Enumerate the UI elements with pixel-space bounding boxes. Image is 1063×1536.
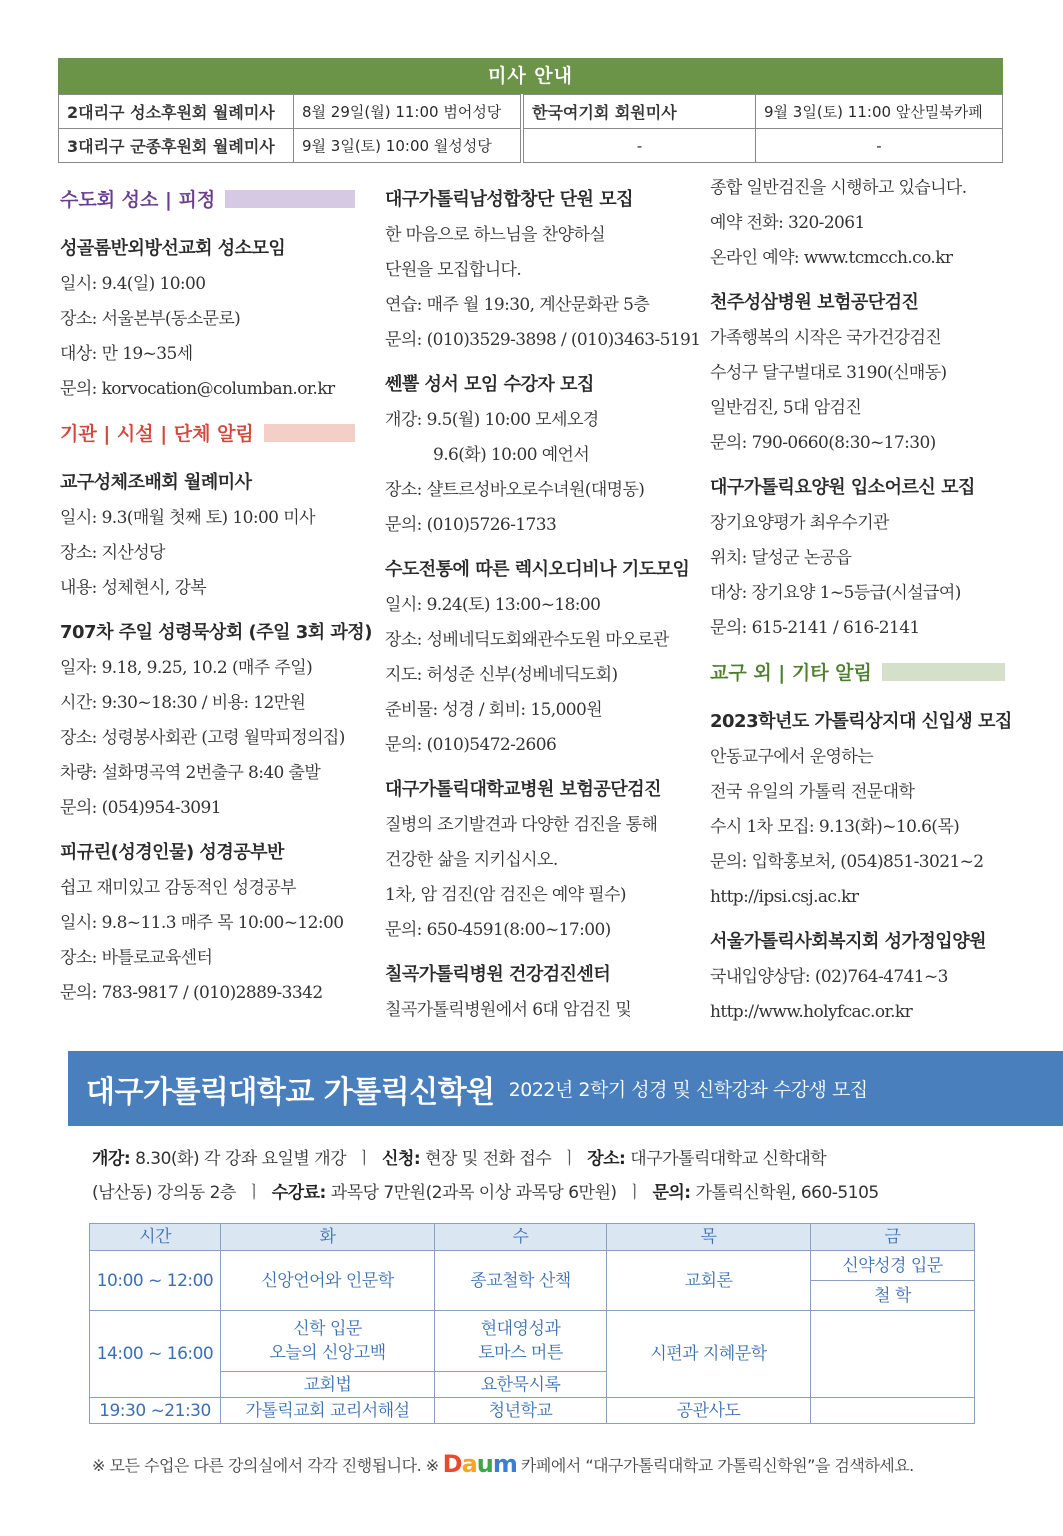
- event-line: 일시: 9.3(매월 첫째 토) 10:00 미사: [60, 508, 315, 528]
- course-cell: 청년학교: [435, 1398, 607, 1424]
- event-line: 일반검진, 5대 암검진: [710, 398, 862, 418]
- table-header-row: [90, 1224, 975, 1251]
- event-line: 문의: 783-9817 / (010)2889-3342: [60, 983, 323, 1003]
- column-1: [60, 185, 372, 1011]
- note-text: 카페에서 “대구가톨릭대학교 가톨릭신학원”을 검색하세요.: [520, 1455, 914, 1475]
- event-line: 장소: 지산성당: [60, 543, 165, 563]
- info-label: 장소:: [587, 1149, 626, 1169]
- event-line: 문의: (010)5726-1733: [385, 515, 557, 535]
- event-line: http://www.holyfcac.or.kr: [710, 1002, 913, 1022]
- info-label: 수강료:: [271, 1183, 326, 1203]
- event-line: 문의: 입학홍보처, (054)851-3021~2: [710, 852, 984, 872]
- event-line: 9.6(화) 10:00 예언서: [433, 445, 590, 465]
- course-cell: 종교철학 산책: [435, 1251, 607, 1311]
- event-line: 위치: 달성군 논공읍: [710, 548, 852, 568]
- event-line: 장소: 성령봉사회관 (고령 월막피정의집): [60, 728, 345, 748]
- mass-name: -: [522, 129, 756, 163]
- info-value: 대구가톨릭대학교 신학대학: [630, 1149, 827, 1169]
- table-row: [90, 1398, 975, 1424]
- info-value: 현장 및 전화 접수: [425, 1149, 552, 1169]
- info-value: 과목당 7만원(2과목 이상 과목당 6만원): [330, 1183, 617, 1203]
- event-line: 온라인 예약: www.tcmcch.co.kr: [710, 248, 953, 268]
- info-value: 가톨릭신학원, 660-5105: [695, 1183, 879, 1203]
- event-line: 질병의 조기발견과 다양한 검진을 통해: [385, 815, 658, 835]
- column-header: 시간: [90, 1224, 221, 1251]
- event-line: 내용: 성체현시, 강복: [60, 578, 207, 598]
- info-label: 문의:: [652, 1183, 691, 1203]
- event-line: 가족행복의 시작은 국가건강검진: [710, 328, 942, 348]
- theology-banner: [68, 1051, 1063, 1126]
- course-cell: 신약성경 입문: [811, 1251, 975, 1281]
- event-line: 단원을 모집합니다.: [385, 260, 522, 280]
- table-row: [59, 95, 1003, 129]
- event-line: 장소: 서울본부(동소문로): [60, 309, 241, 329]
- time-cell: 19:30 ~21:30: [90, 1398, 221, 1424]
- event-title: 쎈뽈 성서 모임 수강자 모집: [385, 374, 594, 395]
- event-line: 국내입양상담: (02)764-4741~3: [710, 967, 948, 987]
- event-line: 쉽고 재미있고 감동적인 성경공부: [60, 878, 296, 898]
- event-line: 일시: 9.24(토) 13:00~18:00: [385, 595, 601, 615]
- time-cell: 14:00 ~ 16:00: [90, 1311, 221, 1398]
- event-title: 대구가톨릭대학교병원 보험공단검진: [385, 779, 661, 800]
- event-line: 문의: 790-0660(8:30~17:30): [710, 433, 936, 453]
- section-bar: [882, 663, 1005, 681]
- event-line: 문의: (010)3529-3898 / (010)3463-5191: [385, 330, 701, 350]
- section-heading-text: 교구 외 | 기타 알림: [710, 662, 872, 684]
- mass-info: 8월 29일(월) 11:00 범어성당: [294, 95, 523, 129]
- course-cell: 시편과 지혜문학: [607, 1311, 811, 1398]
- banner-title: 대구가톨릭대학교 가톨릭신학원: [86, 1074, 495, 1110]
- event-line: 문의: (010)5472-2606: [385, 735, 557, 755]
- event-line: 문의: korvocation@columban.or.kr: [60, 379, 335, 399]
- course-cell: 공관사도: [607, 1398, 811, 1424]
- mass-name: 2대리구 성소후원회 월례미사: [59, 95, 294, 129]
- event-line: 수시 1차 모집: 9.13(화)~10.6(목): [710, 817, 960, 837]
- event-title: 칠곡가톨릭병원 건강검진센터: [385, 964, 611, 985]
- event-line: 연습: 매주 월 19:30, 계산문화관 5층: [385, 295, 650, 315]
- course-cell: 교회법: [221, 1372, 435, 1398]
- section-heading-text: 수도회 성소 | 피정: [60, 189, 216, 211]
- mass-table: [58, 94, 1003, 163]
- event-line: 문의: 650-4591(8:00~17:00): [385, 920, 611, 940]
- footer-note: [92, 1450, 914, 1478]
- course-cell: 철 학: [811, 1281, 975, 1311]
- event-line: 칠곡가톨릭병원에서 6대 암검진 및: [385, 1000, 632, 1020]
- event-title: 대구가톨릭요양원 입소어르신 모집: [710, 477, 975, 498]
- event-title: 2023학년도 가톨릭상지대 신입생 모집: [710, 711, 1012, 732]
- course-cell: 교회론: [607, 1251, 811, 1311]
- event-line: 지도: 허성준 신부(성베네딕도회): [385, 665, 618, 685]
- section-bar: [264, 424, 355, 442]
- event-line: 종합 일반검진을 시행하고 있습니다.: [710, 178, 967, 198]
- event-title: 천주성삼병원 보험공단검진: [710, 292, 919, 313]
- course-line: 현대영성과: [480, 1319, 561, 1339]
- mass-schedule: [58, 58, 1003, 163]
- column-header: 금: [811, 1224, 975, 1251]
- event-title: 교구성체조배회 월례미사: [60, 472, 252, 493]
- section-heading: [60, 185, 355, 212]
- event-line: 수성구 달구벌대로 3190(신매동): [710, 363, 947, 383]
- course-cell: 요한묵시록: [435, 1372, 607, 1398]
- event-title: 피규린(성경인물) 성경공부반: [60, 842, 284, 863]
- info-line: [92, 1176, 992, 1210]
- column-header: 화: [221, 1224, 435, 1251]
- course-cell: [435, 1311, 607, 1372]
- event-line: 문의: 615-2141 / 616-2141: [710, 618, 920, 638]
- event-line: 전국 유일의 가톨릭 전문대학: [710, 782, 915, 802]
- course-line: 토마스 머튼: [478, 1343, 563, 1363]
- event-title: 수도전통에 따른 렉시오디비나 기도모임: [385, 559, 690, 580]
- event-line: 대상: 만 19~35세: [60, 344, 193, 364]
- event-line: 장소: 샬트르성바오로수녀원(대명동): [385, 480, 645, 500]
- event-line: 건강한 삶을 지키십시오.: [385, 850, 558, 870]
- event-line: 차량: 설화명곡역 2번출구 8:40 출발: [60, 763, 321, 783]
- mass-name: 한국여기회 회원미사: [522, 95, 756, 129]
- event-title: 서울가톨릭사회복지회 성가정입양원: [710, 931, 986, 952]
- column-2: [385, 185, 701, 1028]
- event-title: 대구가톨릭남성합창단 단원 모집: [385, 189, 633, 210]
- event-line: 문의: (054)954-3091: [60, 798, 221, 818]
- table-row: [59, 129, 1003, 163]
- column-header: 목: [607, 1224, 811, 1251]
- section-bar: [225, 190, 355, 208]
- section-heading: [60, 419, 355, 446]
- course-line: 오늘의 신앙고백: [269, 1343, 386, 1363]
- event-title: 707차 주일 성령묵상회 (주일 3회 과정): [60, 622, 372, 643]
- mass-info: 9월 3일(토) 10:00 월성성당: [294, 129, 523, 163]
- course-cell: [811, 1311, 975, 1398]
- banner-subtitle: 2022년 2학기 성경 및 신학강좌 수강생 모집: [508, 1079, 868, 1101]
- mass-info: -: [756, 129, 1003, 163]
- event-line: 장기요양평가 최우수기관: [710, 513, 889, 533]
- time-cell: 10:00 ~ 12:00: [90, 1251, 221, 1311]
- separator: ㅣ: [356, 1149, 373, 1169]
- event-line: 일자: 9.18, 9.25, 10.2 (매주 주일): [60, 658, 313, 678]
- separator: ㅣ: [245, 1183, 262, 1203]
- course-line: 신학 입문: [293, 1319, 362, 1339]
- info-line: [92, 1142, 992, 1176]
- info-label: 개강:: [92, 1149, 131, 1169]
- course-cell: [221, 1311, 435, 1372]
- event-line: 개강: 9.5(월) 10:00 모세오경: [385, 410, 599, 430]
- column-3: [710, 178, 1012, 1030]
- table-row: [90, 1251, 975, 1281]
- table-row: [90, 1311, 975, 1372]
- note-text: ※ 모든 수업은 다른 강의실에서 각각 진행됩니다. ※: [92, 1455, 439, 1475]
- daum-logo-icon: Daum: [442, 1450, 517, 1478]
- mass-info: 9월 3일(토) 11:00 앞산밀북카페: [756, 95, 1003, 129]
- event-line: 장소: 바틀로교육센터: [60, 948, 213, 968]
- event-line: 1차, 암 검진(암 검진은 예약 필수): [385, 885, 626, 905]
- event-line: 예약 전화: 320-2061: [710, 213, 865, 233]
- event-line: 안동교구에서 운영하는: [710, 747, 874, 767]
- event-line: 일시: 9.4(일) 10:00: [60, 274, 206, 294]
- info-label: 신청:: [382, 1149, 421, 1169]
- section-heading-text: 기관 | 시설 | 단체 알림: [60, 423, 254, 445]
- event-line: 준비물: 성경 / 회비: 15,000원: [385, 700, 603, 720]
- section-heading: [710, 658, 1005, 685]
- separator: ㅣ: [626, 1183, 643, 1203]
- event-line: 시간: 9:30~18:30 / 비용: 12만원: [60, 693, 306, 713]
- column-header: 수: [435, 1224, 607, 1251]
- separator: ㅣ: [561, 1149, 578, 1169]
- event-line: 대상: 장기요양 1~5등급(시설급여): [710, 583, 961, 603]
- event-line: 장소: 성베네딕도회왜관수도원 마오로관: [385, 630, 669, 650]
- mass-schedule-title: 미사 안내: [58, 58, 1003, 94]
- info-value: (남산동) 강의동 2층: [92, 1183, 236, 1203]
- event-line: 일시: 9.8~11.3 매주 목 10:00~12:00: [60, 913, 344, 933]
- timetable: [89, 1223, 975, 1424]
- course-cell: [811, 1398, 975, 1424]
- course-cell: 가톨릭교회 교리서해설: [221, 1398, 435, 1424]
- mass-name: 3대리구 군종후원회 월례미사: [59, 129, 294, 163]
- event-line: http://ipsi.csj.ac.kr: [710, 887, 859, 907]
- event-line: 한 마음으로 하느님을 찬양하실: [385, 225, 606, 245]
- course-cell: 신앙언어와 인문학: [221, 1251, 435, 1311]
- event-title: 성골롬반외방선교회 성소모임: [60, 238, 286, 259]
- info-value: 8.30(화) 각 강좌 요일별 개강: [135, 1149, 347, 1169]
- course-info: [92, 1142, 992, 1210]
